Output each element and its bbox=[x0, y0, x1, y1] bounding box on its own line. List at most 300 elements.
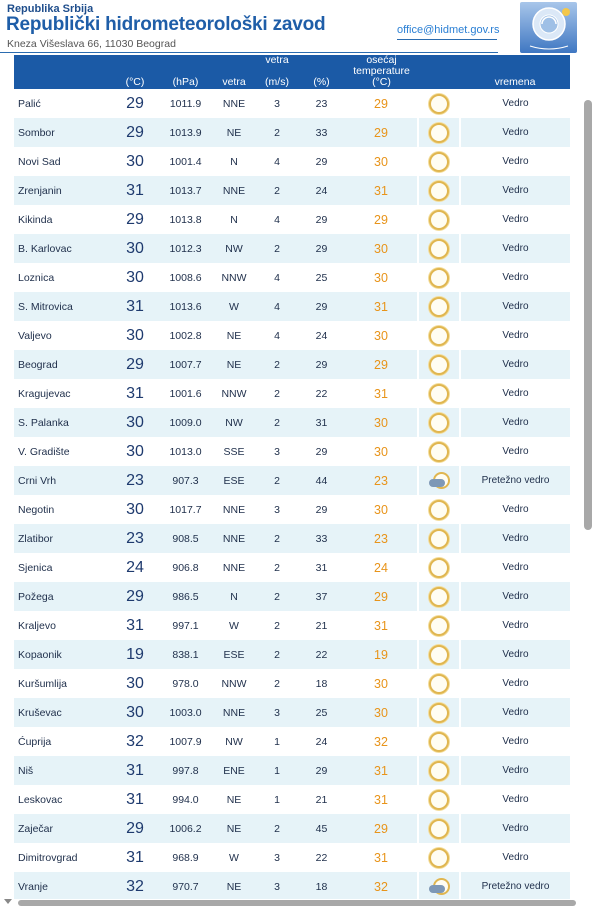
feels-like-cell: 19 bbox=[345, 640, 418, 669]
temperature-cell: 30 bbox=[111, 669, 159, 698]
condition-cell: Vedro bbox=[460, 379, 570, 408]
feels-like-cell: 31 bbox=[345, 292, 418, 321]
email-link[interactable]: office@hidmet.gov.rs bbox=[397, 24, 500, 36]
feels-like-cell: 30 bbox=[345, 437, 418, 466]
weather-icon-cell bbox=[418, 147, 460, 176]
pressure-cell: 1013.7 bbox=[159, 176, 212, 205]
wind-direction-cell: NNW bbox=[212, 263, 256, 292]
condition-cell: Vedro bbox=[460, 263, 570, 292]
wind-direction-cell: NNE bbox=[212, 176, 256, 205]
table-row bbox=[14, 843, 570, 872]
feels-like-cell: 30 bbox=[345, 698, 418, 727]
pressure-cell: 1007.7 bbox=[159, 350, 212, 379]
wind-direction-cell: NW bbox=[212, 234, 256, 263]
vertical-scrollbar[interactable] bbox=[584, 100, 592, 530]
temperature-cell: 31 bbox=[111, 756, 159, 785]
pressure-cell: 997.1 bbox=[159, 611, 212, 640]
sun-icon bbox=[429, 500, 449, 520]
condition-cell: Vedro bbox=[460, 611, 570, 640]
temperature-cell: 32 bbox=[111, 727, 159, 756]
station-name: Sombor bbox=[14, 118, 111, 147]
pressure-cell: 1002.8 bbox=[159, 321, 212, 350]
feels-like-cell: 32 bbox=[345, 872, 418, 899]
sun-icon bbox=[429, 674, 449, 694]
wind-speed-cell: 2 bbox=[256, 466, 298, 495]
pressure-cell: 994.0 bbox=[159, 785, 212, 814]
pressure-cell: 838.1 bbox=[159, 640, 212, 669]
weather-icon-cell bbox=[418, 89, 460, 118]
feels-like-cell: 31 bbox=[345, 843, 418, 872]
condition-cell: Vedro bbox=[460, 495, 570, 524]
weather-icon-cell bbox=[418, 234, 460, 263]
wind-speed-cell: 3 bbox=[256, 437, 298, 466]
station-name: Valjevo bbox=[14, 321, 111, 350]
column-header-icon bbox=[418, 55, 460, 89]
sun-icon bbox=[429, 152, 449, 172]
temperature-cell: 30 bbox=[111, 495, 159, 524]
wind-direction-cell: NNE bbox=[212, 89, 256, 118]
feels-like-cell: 29 bbox=[345, 89, 418, 118]
station-name: B. Karlovac bbox=[14, 234, 111, 263]
sun-icon bbox=[429, 848, 449, 868]
condition-cell: Vedro bbox=[460, 118, 570, 147]
station-name: Požega bbox=[14, 582, 111, 611]
logo-graphic bbox=[520, 2, 577, 53]
station-name: Kuršumlija bbox=[14, 669, 111, 698]
condition-cell: Vedro bbox=[460, 437, 570, 466]
temperature-cell: 30 bbox=[111, 437, 159, 466]
sun-icon bbox=[429, 355, 449, 375]
pressure-cell: 906.8 bbox=[159, 553, 212, 582]
table-row bbox=[14, 669, 570, 698]
station-name: Ćuprija bbox=[14, 727, 111, 756]
weather-icon-cell bbox=[418, 408, 460, 437]
pressure-cell: 997.8 bbox=[159, 756, 212, 785]
table-row bbox=[14, 263, 570, 292]
condition-cell: Vedro bbox=[460, 785, 570, 814]
condition-cell: Vedro bbox=[460, 176, 570, 205]
wind-direction-cell: W bbox=[212, 843, 256, 872]
wind-direction-cell: ENE bbox=[212, 756, 256, 785]
site-header bbox=[0, 0, 597, 57]
condition-cell: Pretežno vedro bbox=[460, 872, 570, 899]
wind-speed-cell: 1 bbox=[256, 785, 298, 814]
weather-icon-cell bbox=[418, 640, 460, 669]
wind-direction-cell: NW bbox=[212, 727, 256, 756]
humidity-cell: 45 bbox=[298, 814, 345, 843]
wind-direction-cell: NE bbox=[212, 872, 256, 899]
humidity-cell: 29 bbox=[298, 495, 345, 524]
wind-speed-cell: 2 bbox=[256, 379, 298, 408]
wind-direction-cell: NW bbox=[212, 408, 256, 437]
pressure-cell: 1003.0 bbox=[159, 698, 212, 727]
feels-like-cell: 31 bbox=[345, 611, 418, 640]
station-name: Novi Sad bbox=[14, 147, 111, 176]
temperature-cell: 30 bbox=[111, 698, 159, 727]
weather-icon-cell bbox=[418, 292, 460, 321]
temperature-cell: 31 bbox=[111, 292, 159, 321]
table-row bbox=[14, 205, 570, 234]
humidity-cell: 29 bbox=[298, 350, 345, 379]
weather-icon-cell bbox=[418, 611, 460, 640]
feels-like-cell: 31 bbox=[345, 379, 418, 408]
station-name: Zaječar bbox=[14, 814, 111, 843]
wind-speed-cell: 3 bbox=[256, 872, 298, 899]
pressure-cell: 1001.6 bbox=[159, 379, 212, 408]
temperature-cell: 31 bbox=[111, 611, 159, 640]
humidity-cell: 21 bbox=[298, 611, 345, 640]
temperature-cell: 29 bbox=[111, 582, 159, 611]
temperature-cell: 23 bbox=[111, 524, 159, 553]
column-header-pressure: (hPa) bbox=[159, 55, 212, 89]
weather-icon-cell bbox=[418, 466, 460, 495]
table-row bbox=[14, 698, 570, 727]
temperature-cell: 29 bbox=[111, 350, 159, 379]
pressure-cell: 1013.6 bbox=[159, 292, 212, 321]
wind-direction-cell: NNE bbox=[212, 553, 256, 582]
pressure-cell: 1013.8 bbox=[159, 205, 212, 234]
temperature-cell: 30 bbox=[111, 321, 159, 350]
table-row bbox=[14, 176, 570, 205]
station-name: Beograd bbox=[14, 350, 111, 379]
horizontal-scrollbar[interactable] bbox=[18, 900, 576, 906]
weather-icon-cell bbox=[418, 437, 460, 466]
pressure-cell: 968.9 bbox=[159, 843, 212, 872]
wind-direction-cell: N bbox=[212, 147, 256, 176]
sun-icon bbox=[429, 616, 449, 636]
table-row bbox=[14, 89, 570, 118]
wind-speed-cell: 2 bbox=[256, 553, 298, 582]
temperature-cell: 30 bbox=[111, 234, 159, 263]
feels-like-cell: 30 bbox=[345, 669, 418, 698]
condition-cell: Vedro bbox=[460, 553, 570, 582]
temperature-cell: 30 bbox=[111, 147, 159, 176]
station-name: Kruševac bbox=[14, 698, 111, 727]
weather-icon-cell bbox=[418, 727, 460, 756]
wind-direction-cell: NNE bbox=[212, 524, 256, 553]
station-name: S. Mitrovica bbox=[14, 292, 111, 321]
condition-cell: Vedro bbox=[460, 89, 570, 118]
wind-speed-cell: 3 bbox=[256, 495, 298, 524]
wind-speed-cell: 3 bbox=[256, 698, 298, 727]
feels-like-cell: 31 bbox=[345, 785, 418, 814]
condition-cell: Pretežno vedro bbox=[460, 466, 570, 495]
column-header-wind_speed: vetra (m/s) bbox=[256, 55, 298, 89]
condition-cell: Vedro bbox=[460, 814, 570, 843]
table-row bbox=[14, 234, 570, 263]
sun-icon bbox=[429, 587, 449, 607]
humidity-cell: 24 bbox=[298, 176, 345, 205]
sun-icon bbox=[429, 268, 449, 288]
humidity-cell: 25 bbox=[298, 263, 345, 292]
sun-icon bbox=[429, 413, 449, 433]
partly-cloudy-icon bbox=[428, 472, 450, 490]
pressure-cell: 1001.4 bbox=[159, 147, 212, 176]
humidity-cell: 24 bbox=[298, 321, 345, 350]
country-label: Republika Srbija bbox=[7, 3, 94, 15]
station-name: Kopaonik bbox=[14, 640, 111, 669]
weather-icon-cell bbox=[418, 698, 460, 727]
table-row bbox=[14, 640, 570, 669]
sun-icon bbox=[429, 384, 449, 404]
feels-like-cell: 30 bbox=[345, 263, 418, 292]
table-row bbox=[14, 437, 570, 466]
feels-like-cell: 29 bbox=[345, 205, 418, 234]
table-row bbox=[14, 582, 570, 611]
station-name: Kraljevo bbox=[14, 611, 111, 640]
feels-like-cell: 30 bbox=[345, 408, 418, 437]
wind-direction-cell: N bbox=[212, 582, 256, 611]
sun-icon bbox=[429, 819, 449, 839]
condition-cell: Vedro bbox=[460, 205, 570, 234]
table-row bbox=[14, 756, 570, 785]
weather-icon-cell bbox=[418, 118, 460, 147]
sun-icon bbox=[429, 326, 449, 346]
feels-like-cell: 29 bbox=[345, 814, 418, 843]
temperature-cell: 31 bbox=[111, 379, 159, 408]
station-name: Palić bbox=[14, 89, 111, 118]
pressure-cell: 1007.9 bbox=[159, 727, 212, 756]
feels-like-cell: 30 bbox=[345, 321, 418, 350]
pressure-cell: 970.7 bbox=[159, 872, 212, 899]
feels-like-cell: 24 bbox=[345, 553, 418, 582]
sun-icon bbox=[429, 210, 449, 230]
humidity-cell: 29 bbox=[298, 756, 345, 785]
station-name: Zlatibor bbox=[14, 524, 111, 553]
wind-speed-cell: 2 bbox=[256, 611, 298, 640]
wind-speed-cell: 3 bbox=[256, 843, 298, 872]
column-header-wind_dir: vetra bbox=[212, 55, 256, 89]
table-row bbox=[14, 785, 570, 814]
weather-icon-cell bbox=[418, 524, 460, 553]
temperature-cell: 29 bbox=[111, 814, 159, 843]
wind-direction-cell: NE bbox=[212, 321, 256, 350]
wind-direction-cell: SSE bbox=[212, 437, 256, 466]
wind-speed-cell: 2 bbox=[256, 350, 298, 379]
pressure-cell: 1012.3 bbox=[159, 234, 212, 263]
header-divider bbox=[0, 52, 498, 53]
pressure-cell: 1008.6 bbox=[159, 263, 212, 292]
temperature-cell: 19 bbox=[111, 640, 159, 669]
temperature-cell: 23 bbox=[111, 466, 159, 495]
humidity-cell: 29 bbox=[298, 234, 345, 263]
wind-speed-cell: 4 bbox=[256, 263, 298, 292]
temperature-cell: 24 bbox=[111, 553, 159, 582]
wind-speed-cell: 2 bbox=[256, 118, 298, 147]
wind-speed-cell: 2 bbox=[256, 669, 298, 698]
station-name: V. Gradište bbox=[14, 437, 111, 466]
site-title[interactable]: Republički hidrometeorološki zavod bbox=[6, 14, 326, 35]
wind-direction-cell: N bbox=[212, 205, 256, 234]
pressure-cell: 1009.0 bbox=[159, 408, 212, 437]
condition-cell: Vedro bbox=[460, 669, 570, 698]
pressure-cell: 1017.7 bbox=[159, 495, 212, 524]
humidity-cell: 31 bbox=[298, 553, 345, 582]
weather-icon-cell bbox=[418, 205, 460, 234]
feels-like-cell: 23 bbox=[345, 466, 418, 495]
wind-direction-cell: ESE bbox=[212, 640, 256, 669]
weather-icon-cell bbox=[418, 321, 460, 350]
sun-icon bbox=[429, 703, 449, 723]
table-row bbox=[14, 321, 570, 350]
wind-speed-cell: 2 bbox=[256, 640, 298, 669]
station-name: Vranje bbox=[14, 872, 111, 899]
feels-like-cell: 32 bbox=[345, 727, 418, 756]
wind-direction-cell: NE bbox=[212, 350, 256, 379]
condition-cell: Vedro bbox=[460, 147, 570, 176]
feels-like-cell: 30 bbox=[345, 234, 418, 263]
column-header-feels: osećaj temperature (°C) bbox=[345, 55, 418, 89]
wind-direction-cell: NNE bbox=[212, 698, 256, 727]
humidity-cell: 22 bbox=[298, 379, 345, 408]
station-name: Leskovac bbox=[14, 785, 111, 814]
wind-speed-cell: 2 bbox=[256, 582, 298, 611]
condition-cell: Vedro bbox=[460, 582, 570, 611]
condition-cell: Vedro bbox=[460, 843, 570, 872]
weather-icon-cell bbox=[418, 814, 460, 843]
weather-icon-cell bbox=[418, 785, 460, 814]
weather-icon-cell bbox=[418, 553, 460, 582]
condition-cell: Vedro bbox=[460, 321, 570, 350]
table-row bbox=[14, 814, 570, 843]
table-row bbox=[14, 495, 570, 524]
weather-table-container bbox=[14, 55, 570, 899]
sun-icon bbox=[429, 645, 449, 665]
sun-icon bbox=[429, 761, 449, 781]
humidity-cell: 21 bbox=[298, 785, 345, 814]
pressure-cell: 907.3 bbox=[159, 466, 212, 495]
temperature-cell: 31 bbox=[111, 176, 159, 205]
weather-icon-cell bbox=[418, 379, 460, 408]
wind-speed-cell: 4 bbox=[256, 147, 298, 176]
feels-like-cell: 29 bbox=[345, 118, 418, 147]
sun-icon bbox=[429, 239, 449, 259]
sun-icon bbox=[429, 94, 449, 114]
wind-speed-cell: 4 bbox=[256, 321, 298, 350]
column-header-temp: (°C) bbox=[111, 55, 159, 89]
table-body bbox=[14, 89, 570, 899]
condition-cell: Vedro bbox=[460, 234, 570, 263]
humidity-cell: 29 bbox=[298, 147, 345, 176]
table-row bbox=[14, 379, 570, 408]
condition-cell: Vedro bbox=[460, 408, 570, 437]
table-row bbox=[14, 524, 570, 553]
condition-cell: Vedro bbox=[460, 524, 570, 553]
weather-icon-cell bbox=[418, 176, 460, 205]
humidity-cell: 33 bbox=[298, 118, 345, 147]
station-name: Kikinda bbox=[14, 205, 111, 234]
table-row bbox=[14, 118, 570, 147]
pressure-cell: 986.5 bbox=[159, 582, 212, 611]
wind-speed-cell: 2 bbox=[256, 524, 298, 553]
station-name: Kragujevac bbox=[14, 379, 111, 408]
wind-direction-cell: ESE bbox=[212, 466, 256, 495]
feels-like-cell: 23 bbox=[345, 524, 418, 553]
temperature-cell: 32 bbox=[111, 872, 159, 899]
pressure-cell: 1013.0 bbox=[159, 437, 212, 466]
condition-cell: Vedro bbox=[460, 350, 570, 379]
feels-like-cell: 31 bbox=[345, 756, 418, 785]
sun-icon bbox=[429, 442, 449, 462]
column-header-cond: vremena bbox=[460, 55, 570, 89]
wind-direction-cell: NE bbox=[212, 118, 256, 147]
logo-image[interactable] bbox=[520, 2, 577, 53]
table-row bbox=[14, 408, 570, 437]
humidity-cell: 22 bbox=[298, 640, 345, 669]
humidity-cell: 29 bbox=[298, 205, 345, 234]
pressure-cell: 1006.2 bbox=[159, 814, 212, 843]
humidity-cell: 18 bbox=[298, 669, 345, 698]
table-header-row bbox=[14, 55, 570, 89]
wind-speed-cell: 1 bbox=[256, 727, 298, 756]
wind-direction-cell: NNW bbox=[212, 379, 256, 408]
weather-table bbox=[14, 55, 570, 899]
feels-like-cell: 29 bbox=[345, 582, 418, 611]
address: Kneza Višeslava 66, 11030 Beograd bbox=[7, 38, 176, 50]
condition-cell: Vedro bbox=[460, 292, 570, 321]
wind-direction-cell: NNE bbox=[212, 495, 256, 524]
sun-icon bbox=[429, 123, 449, 143]
wind-direction-cell: NE bbox=[212, 785, 256, 814]
temperature-cell: 30 bbox=[111, 263, 159, 292]
partly-cloudy-icon bbox=[428, 878, 450, 896]
condition-cell: Vedro bbox=[460, 698, 570, 727]
feels-like-cell: 30 bbox=[345, 495, 418, 524]
humidity-cell: 23 bbox=[298, 89, 345, 118]
wind-speed-cell: 4 bbox=[256, 205, 298, 234]
condition-cell: Vedro bbox=[460, 640, 570, 669]
weather-icon-cell bbox=[418, 872, 460, 899]
table-row bbox=[14, 350, 570, 379]
humidity-cell: 29 bbox=[298, 292, 345, 321]
temperature-cell: 29 bbox=[111, 89, 159, 118]
pressure-cell: 908.5 bbox=[159, 524, 212, 553]
weather-icon-cell bbox=[418, 495, 460, 524]
wind-direction-cell: W bbox=[212, 611, 256, 640]
station-name: Negotin bbox=[14, 495, 111, 524]
wind-direction-cell: NNW bbox=[212, 669, 256, 698]
table-row bbox=[14, 466, 570, 495]
station-name: Sjenica bbox=[14, 553, 111, 582]
weather-icon-cell bbox=[418, 843, 460, 872]
scroll-left-arrow-icon[interactable] bbox=[4, 899, 12, 904]
wind-speed-cell: 1 bbox=[256, 756, 298, 785]
humidity-cell: 44 bbox=[298, 466, 345, 495]
wind-direction-cell: NE bbox=[212, 814, 256, 843]
column-header-station bbox=[14, 55, 111, 89]
condition-cell: Vedro bbox=[460, 727, 570, 756]
temperature-cell: 31 bbox=[111, 843, 159, 872]
wind-speed-cell: 3 bbox=[256, 89, 298, 118]
humidity-cell: 29 bbox=[298, 437, 345, 466]
wind-speed-cell: 2 bbox=[256, 176, 298, 205]
table-row bbox=[14, 292, 570, 321]
table-row bbox=[14, 611, 570, 640]
sun-icon bbox=[429, 529, 449, 549]
feels-like-cell: 30 bbox=[345, 147, 418, 176]
wind-direction-cell: W bbox=[212, 292, 256, 321]
station-name: Dimitrovgrad bbox=[14, 843, 111, 872]
humidity-cell: 37 bbox=[298, 582, 345, 611]
humidity-cell: 33 bbox=[298, 524, 345, 553]
table-row bbox=[14, 872, 570, 899]
feels-like-cell: 29 bbox=[345, 350, 418, 379]
temperature-cell: 30 bbox=[111, 408, 159, 437]
sun-icon bbox=[429, 297, 449, 317]
humidity-cell: 25 bbox=[298, 698, 345, 727]
column-header-humidity: (%) bbox=[298, 55, 345, 89]
pressure-cell: 978.0 bbox=[159, 669, 212, 698]
